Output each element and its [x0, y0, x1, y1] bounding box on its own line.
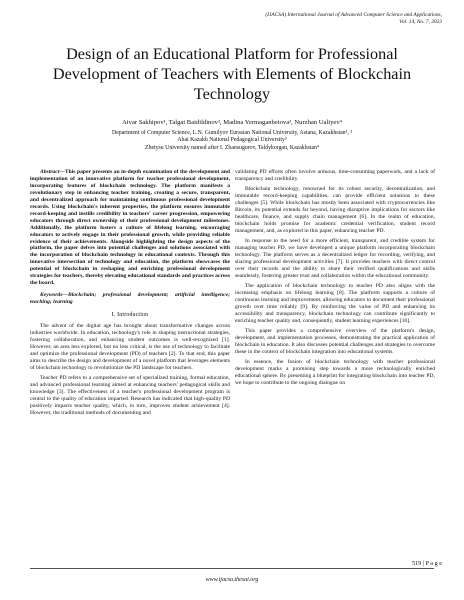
journal-volume: Vol. 14, No. 7, 2023 [399, 19, 442, 25]
paper-title: Design of an Educational Platform for Professional Development of Teachers with Elements of Blockchain Technology [52, 45, 412, 103]
body-paragraph: In response to the need for a more efficient, transparent, and credible system for managing teacher PD, we have developed a unique platform incorporating blockchain technology. The platform serves as a decentralized ledger for recording, verifying, and sharing professional development activities [7]. It provides teachers with direct control over their records and the ability to share their verified qualifications and skills seamlessly, fostering greater trust and collaboration within the educational community. [235, 237, 435, 279]
footer-url[interactable]: www.ijacsa.thesai.org [205, 577, 259, 583]
section-heading-introduction: I. Introduction [111, 312, 149, 319]
affiliation-3: Zhetysu University named after I. Zhansugurov, Taldykorgan, Kazakhstan⁴ [145, 144, 319, 151]
journal-header [265, 12, 442, 26]
page-number: 519 | P a g e [411, 560, 442, 567]
footer-rule [30, 568, 434, 569]
body-paragraph: The advent of the digital age has brought about transformative changes across industries worldwide. In education, technology's role in shaping instructional strategies, fostering collaboration, and enhancing student outcomes is well-recognized [1]. However, an area less explored, but no less critical, is the use of technology to facilitate and optimize the professional development (PD) of teachers [2]. To that end, this paper aims to describe the design and development of a novel platform that leverages elements of blockchain technology to revolutionize the PD landscape for teachers. [30, 323, 230, 371]
affiliation-2: Abai Kazakh National Pedagogical University² [177, 137, 287, 144]
body-paragraph: Blockchain technology, renowned for its robust security, decentralization, and immutable record-keeping capabilities, can provide efficient solutions to these challenges [5]. While blockchain has mostly been associated with cryptocurrencies like Bitcoin, its potential extends far beyond, having disruptive implications for sectors like healthcare, finance, and supply chain management [6]. In the realm of education, blockchain holds promise for academic credential verification, student record management, and, as explored in this paper, enhancing teacher PD. [235, 186, 435, 234]
abstract [30, 169, 230, 287]
body-paragraph: In essence, the fusion of blockchain technology with teacher professional development marks a promising step towards a more technologically enriched educational sphere. By presenting a blueprint for integrating blockchain into teacher PD, we hope to contribute to the ongoing dialogue on [235, 358, 435, 386]
author-list: Aivar Sakhipov¹, Talgat Baidildinov², Madina Yermaganbetova³, Nurzhan Ualiyev⁴ [122, 119, 342, 126]
abstract-label: Abstract [40, 169, 60, 175]
body-paragraph: Teacher PD refers to a comprehensive set of specialized training, formal education, and advanced professional learning aimed at enhancing teachers' pedagogical skills and knowledge [3]. The effectiveness of a teacher's professional development program is central to the quality of education imparted. Research has indicated that high-quality PD positively impacts teacher quality, which, in turn, improves student achievement [4]. However, the traditional methods of documenting and [30, 374, 230, 416]
right-column [235, 169, 435, 390]
abstract-text: —This paper presents an in-depth examination of the development and implementation of an innovative platform for teacher professional development, incorporating features of blockchain technology. The platform manifests a revolutionary step in enhancing teacher training, creating a secure, transparent, and decentralized approach for maintaining continuous professional development records. Using blockchain's inherent properties, the platform ensures immutable record-keeping and instills credibility in teachers' career progression, empowering educators through direct ownership of their professional development milestones. Additionally, the platform fosters a culture of lifelong learning, encouraging educators to actively engage in their professional growth, while providing reliable evidence of their achievements. Alongside highlighting the design aspects of the platform, the paper delves into potential challenges and solutions associated with the incorporation of blockchain technology in educational contexts. Through this innovative intersection of technology and education, the platform showcases the potential of blockchain in reshaping and enriching professional development strategies for teachers, thereby elevating educational standards and practices across the board. [30, 169, 230, 287]
keywords-label: Keywords [40, 292, 63, 299]
body-paragraph: validating PD efforts often involve arduous, time-consuming paperwork, and a lack of transparency and credibility. [235, 169, 435, 182]
body-paragraph: This paper provides a comprehensive overview of the platform's design, development, and implementation processes, demonstrating the practical application of blockchain in education. It also discusses potential challenges and strategies to overcome these in the context of blockchain integration into educational systems. [235, 327, 435, 355]
keywords-text: —Blockchain; professional development; artificial intelligence; teaching; learning [30, 292, 230, 306]
body-paragraph: The application of blockchain technology to teacher PD also aligns with the increasing emphasis on lifelong learning [8]. The platform supports a culture of continuous learning and improvement, allowing educators to document their professional growth over time reliably [9]. By reinforcing the value of PD and enhancing its accessibility and transparency, blockchain technology can contribute significantly to enriching teacher quality and, consequently, student learning experiences [10]. [235, 282, 435, 324]
journal-name: (IJACSA) International Journal of Advanced Computer Science and Applications, [265, 12, 442, 18]
left-column [30, 169, 230, 420]
keywords [30, 292, 230, 306]
affiliations [30, 130, 434, 152]
affiliation-1: Department of Computer Science, L.N. Gumilyov Eurasian National University, Astana, Kazakhstan¹, ³ [112, 130, 352, 136]
